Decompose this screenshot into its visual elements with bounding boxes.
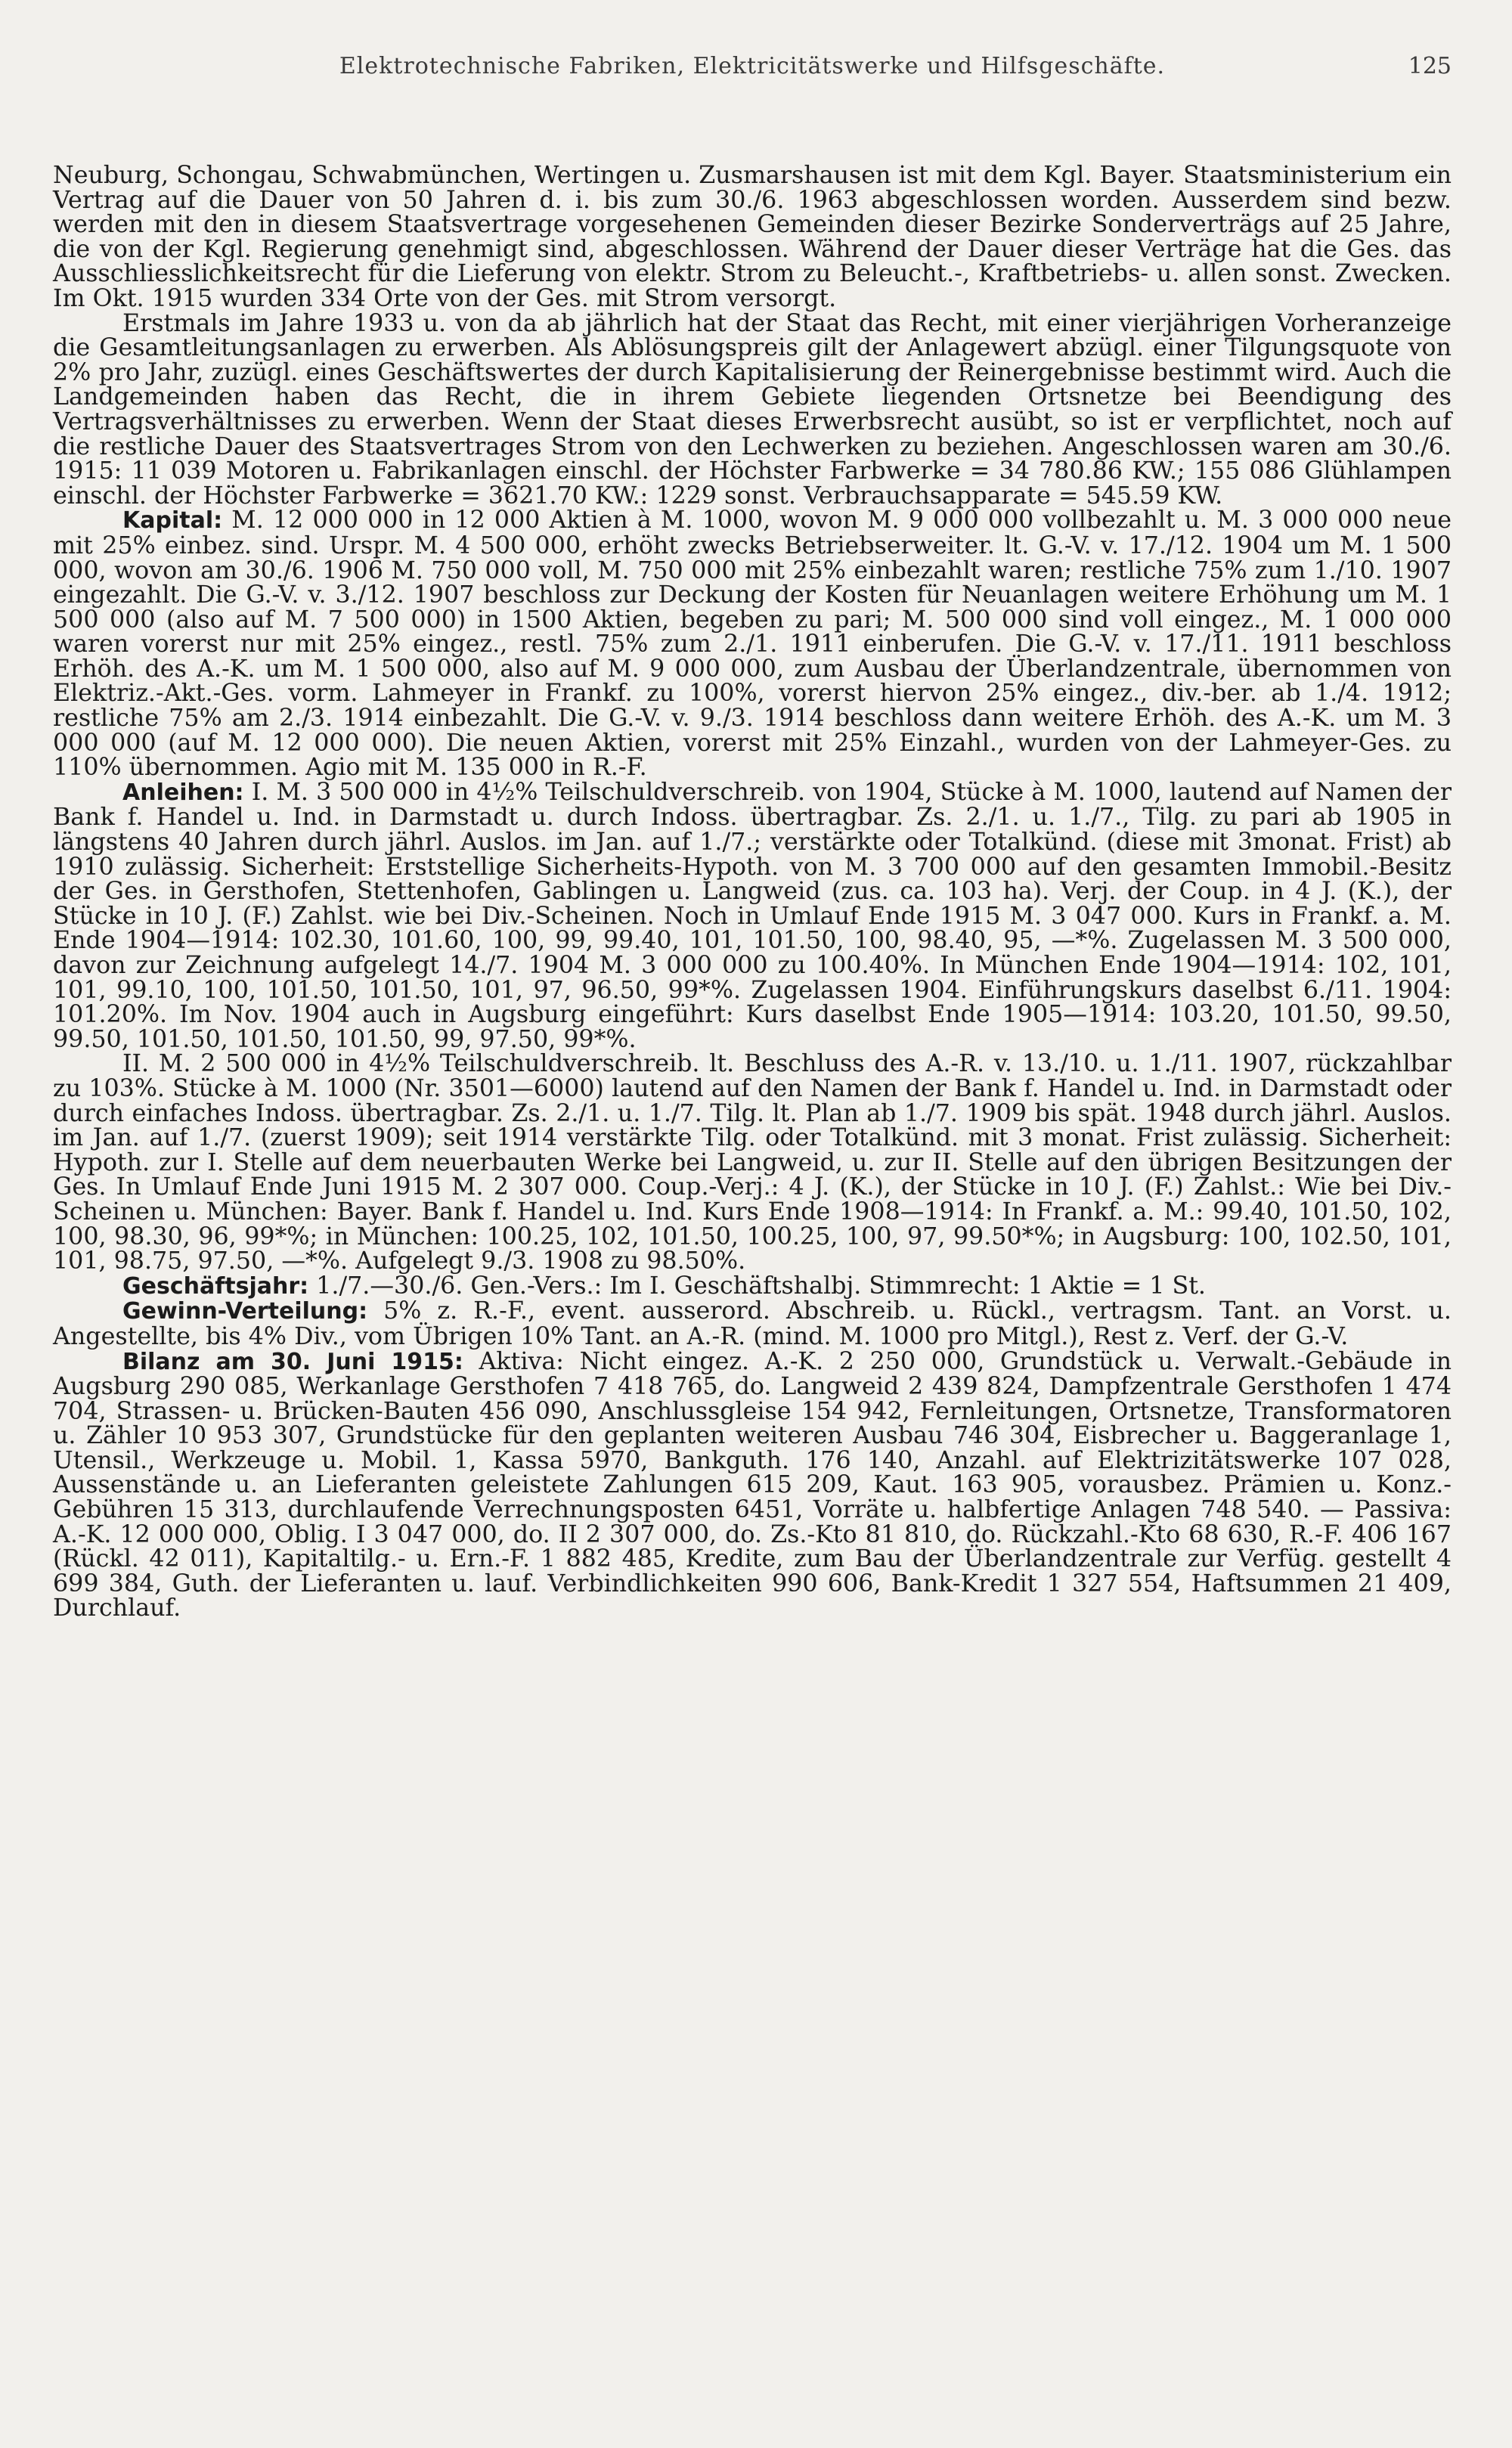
paragraph-bilanz [53, 1349, 1452, 1622]
paragraph-geschaeftsjahr [53, 1274, 1452, 1300]
section-lead: Bilanz am 30. Juni 1915: [122, 1348, 463, 1375]
section-lead: Anleihen: [122, 779, 244, 806]
paragraph-text: Neuburg, Schongau, Schwabmünchen, Wertingen u. Zusmarshausen ist mit dem Kgl. Bayer. Staatsministerium ein Vertrag auf die Dauer von 50 Jahren d. i. bis zum 30./6. 1963 abgeschlossen worden. Ausserdem sind bezw. werden mit den in diesem Staatsvertrage vorgesehenen Gemeinden dieser Bezirke Sonderverträgs auf 25 Jahre, die von der Kgl. Regierung genehmigt sind, abgeschlossen. Während der Dauer dieser Verträge hat die Ges. das Ausschliesslichkeitsrecht für die Lieferung von elektr. Strom zu Beleucht.-, Kraftbetriebs- u. allen sonst. Zwecken. Im Okt. 1915 wurden 334 Orte von der Ges. mit Strom versorgt. [53, 162, 1452, 312]
paragraph-text: Aktiva: Nicht eingez. A.-K. 2 250 000, Grundstück u. Verwalt.-Gebäude in Augsburg 290 085, Werkanlage Gersthofen 7 418 765, do. Langweid 2 439 824, Dampfzentrale Gersthofen 1 474 704, Strassen- u. Brücken-Bauten 456 090, Anschlussgleise 154 942, Fernleitungen, Ortsnetze, Transformatoren u. Zähler 10 953 307, Grundstücke für den geplanten weiteren Ausbau 746 304, Eisbrecher u. Baggeranlage 1, Utensil., Werkzeuge u. Mobil. 1, Kassa 5970, Bankguth. 176 140, Anzahl. auf Elektrizitätswerke 107 028, Aussenstände u. an Lieferanten geleistete Zahlungen 615 209, Kaut. 163 905, vorausbez. Prämien u. Konz.-Gebühren 15 313, durchlaufende Verrechnungsposten 6451, Vorräte u. halbfertige Anlagen 748 540. — Passiva: A.-K. 12 000 000, Oblig. I 3 047 000, do. II 2 307 000, do. Zs.-Kto 81 810, do. Rückzahl.-Kto 68 630, R.-F. 406 167 (Rückl. 42 011), Kapitaltilg.- u. Ern.-F. 1 882 485, Kredite, zum Bau der Überlandzentrale zur Verfüg. gestellt 4 699 384, Guth. der Lieferanten u. lauf. Verbindlichkeiten 990 606, Bank-Kredit 1 327 554, Haftsummen 21 409, Durchlauf. [53, 1347, 1452, 1622]
paragraph-text: I. M. 3 500 000 in 4½% Teilschuldverschreib. von 1904, Stücke à M. 1000, lautend auf Namen der Bank f. Handel u. Ind. in Darmstadt u. durch Indoss. übertragbar. Zs. 2./1. u. 1./7., Tilg. zu pari ab 1905 in längstens 40 Jahren durch jährl. Auslos. im Jan. auf 1./7.; verstärkte oder Totalkünd. (diese mit 3monat. Frist) ab 1910 zulässig. Sicherheit: Erststellige Sicherheits-Hypoth. von M. 3 700 000 auf den gesamten Immobil.-Besitz der Ges. in Gersthofen, Stettenhofen, Gablingen u. Langweid (zus. ca. 103 ha). Verj. der Coup. in 4 J. (K.), der Stücke in 10 J. (F.) Zahlst. wie bei Div.-Scheinen. Noch in Umlauf Ende 1915 M. 3 047 000. Kurs in Frankf. a. M. Ende 1904—1914: 102.30, 101.60, 100, 99, 99.40, 101, 101.50, 100, 98.40, 95, —*%. Zugelassen M. 3 500 000, davon zur Zeichnung aufgelegt 14./7. 1904 M. 3 000 000 zu 100.40%. In München Ende 1904—1914: 102, 101, 101, 99.10, 100, 101.50, 101.50, 101, 97, 96.50, 99*%. Zugelassen 1904. Einführungskurs daselbst 6./11. 1904: 101.20%. Im Nov. 1904 auch in Augsburg eingeführt: Kurs daselbst Ende 1905—1914: 103.20, 101.50, 99.50, 99.50, 101.50, 101.50, 101.50, 99, 97.50, 99*%. [53, 778, 1452, 1053]
paragraph-anleihen [53, 780, 1452, 1052]
running-header [53, 53, 1452, 106]
paragraph-acquisition-rights [53, 311, 1452, 509]
paragraph-location-contracts [53, 163, 1452, 311]
paragraph-text: II. M. 2 500 000 in 4½% Teilschuldverschreib. lt. Beschluss des A.-R. v. 13./10. u. 1./11. 1907, rückzahlbar zu 103%. Stücke à M. 1000 (Nr. 3501—6000) lautend auf den Namen der Bank f. Handel u. Ind. in Darmstadt oder durch einfaches Indoss. übertragbar. Zs. 2./1. u. 1./7. Tilg. lt. Plan ab 1./7. 1909 bis spät. 1948 durch jährl. Auslos. im Jan. auf 1./7. (zuerst 1909); seit 1914 verstärkte Tilg. oder Totalkünd. mit 3 monat. Frist zulässig. Sicherheit: Hypoth. zur I. Stelle auf dem neuerbauten Werke bei Langweid, u. zur II. Stelle auf den übrigen Besitzungen der Ges. In Umlauf Ende Juni 1915 M. 2 307 000. Coup.-Verj.: 4 J. (K.), der Stücke in 10 J. (F.) Zahlst.: Wie bei Div.-Scheinen u. München: Bayer. Bank f. Handel u. Ind. Kurs Ende 1908—1914: In Frankf. a. M.: 99.40, 101.50, 102, 100, 98.30, 96, 99*%; in München: 100.25, 102, 101.50, 100.25, 100, 97, 99.50*%; in Augsburg: 100, 102.50, 101, 101, 98.75, 97.50, —*%. Aufgelegt 9./3. 1908 zu 98.50%. [53, 1050, 1452, 1275]
paragraph-text: 5% z. R.-F., event. ausserord. Abschreib. u. Rückl., vertragsm. Tant. an Vorst. u. Angestellte, bis 4% Div., vom Übrigen 10% Tant. an A.-R. (mind. M. 1000 pro Mitgl.), Rest z. Verf. der G.-V. [53, 1297, 1452, 1350]
document-page [53, 53, 1452, 2434]
section-lead: Gewinn-Verteilung: [122, 1298, 368, 1325]
page-number: 125 [1408, 53, 1452, 79]
paragraph-text: Erstmals im Jahre 1933 u. von da ab jährlich hat der Staat das Recht, mit einer vierjährigen Vorheranzeige die Gesamtleitungsanlagen zu erwerben. Als Ablösungspreis gilt der Anlagewert abzügl. einer Tilgungsquote von 2% pro Jahr, zuzügl. eines Geschäftswertes der durch Kapitalisierung der Reinergebnisse bestimmt wird. Auch die Landgemeinden haben das Recht, die in ihrem Gebiete liegenden Ortsnetze bei Beendigung des Vertragsverhältnisses zu erwerben. Wenn der Staat dieses Erwerbsrecht ausübt, so ist er verpflichtet, noch auf die restliche Dauer des Staatsvertrages Strom von den Lechwerken zu beziehen. Angeschlossen waren am 30./6. 1915: 11 039 Motoren u. Fabrikanlagen einschl. der Höchster Farbwerke = 34 780.86 KW.; 155 086 Glühlampen einschl. der Höchster Farbwerke = 3621.70 KW.: 1229 sonst. Verbrauchsapparate = 545.59 KW. [53, 309, 1452, 510]
section-lead: Geschäftsjahr: [122, 1272, 309, 1300]
paragraph-text: M. 12 000 000 in 12 000 Aktien à M. 1000, wovon M. 9 000 000 vollbezahlt u. M. 3 000 000 neue mit 25% einbez. sind. Urspr. M. 4 500 000, erhöht zwecks Betriebserweiter. lt. G.-V. v. 17./12. 1904 um M. 1 500 000, wovon am 30./6. 1906 M. 750 000 voll, M. 750 000 mit 25% einbezahlt waren; restliche 75% zum 1./10. 1907 eingezahlt. Die G.-V. v. 3./12. 1907 beschloss zur Deckung der Kosten für Neuanlagen weitere Erhöhung um M. 1 500 000 (also auf M. 7 500 000) in 1500 Aktien, begeben zu pari; M. 500 000 sind voll eingez., M. 1 000 000 waren vorerst nur mit 25% eingez., restl. 75% zum 2./1. 1911 einberufen. Die G.-V. v. 17./11. 1911 beschloss Erhöh. des A.-K. um M. 1 500 000, also auf M. 9 000 000, zum Ausbau der Überlandzentrale, übernommen von Elektriz.-Akt.-Ges. vorm. Lahmeyer in Frankf. zu 100%, vorerst hiervon 25% eingez., div.-ber. ab 1./4. 1912; restliche 75% am 2./3. 1914 einbezahlt. Die G.-V. v. 9./3. 1914 beschloss dann weitere Erhöh. des A.-K. um M. 3 000 000 (auf M. 12 000 000). Die neuen Aktien, vorerst mit 25% Einzahl., wurden von der Lahmeyer-Ges. zu 110% übernommen. Agio mit M. 135 000 in R.-F. [53, 507, 1452, 782]
body-text [53, 163, 1452, 1621]
paragraph-kapital [53, 508, 1452, 780]
section-lead: Kapital: [122, 507, 223, 535]
paragraph-gewinn-verteilung [53, 1299, 1452, 1349]
paragraph-text: 1./7.—30./6. Gen.-Vers.: Im I. Geschäftshalbj. Stimmrecht: 1 Aktie = 1 St. [316, 1272, 1207, 1300]
header-title: Elektrotechnische Fabriken, Elektricitätswerke und Hilfsgeschäfte. [339, 53, 1166, 79]
paragraph-anleihe-2 [53, 1052, 1452, 1273]
